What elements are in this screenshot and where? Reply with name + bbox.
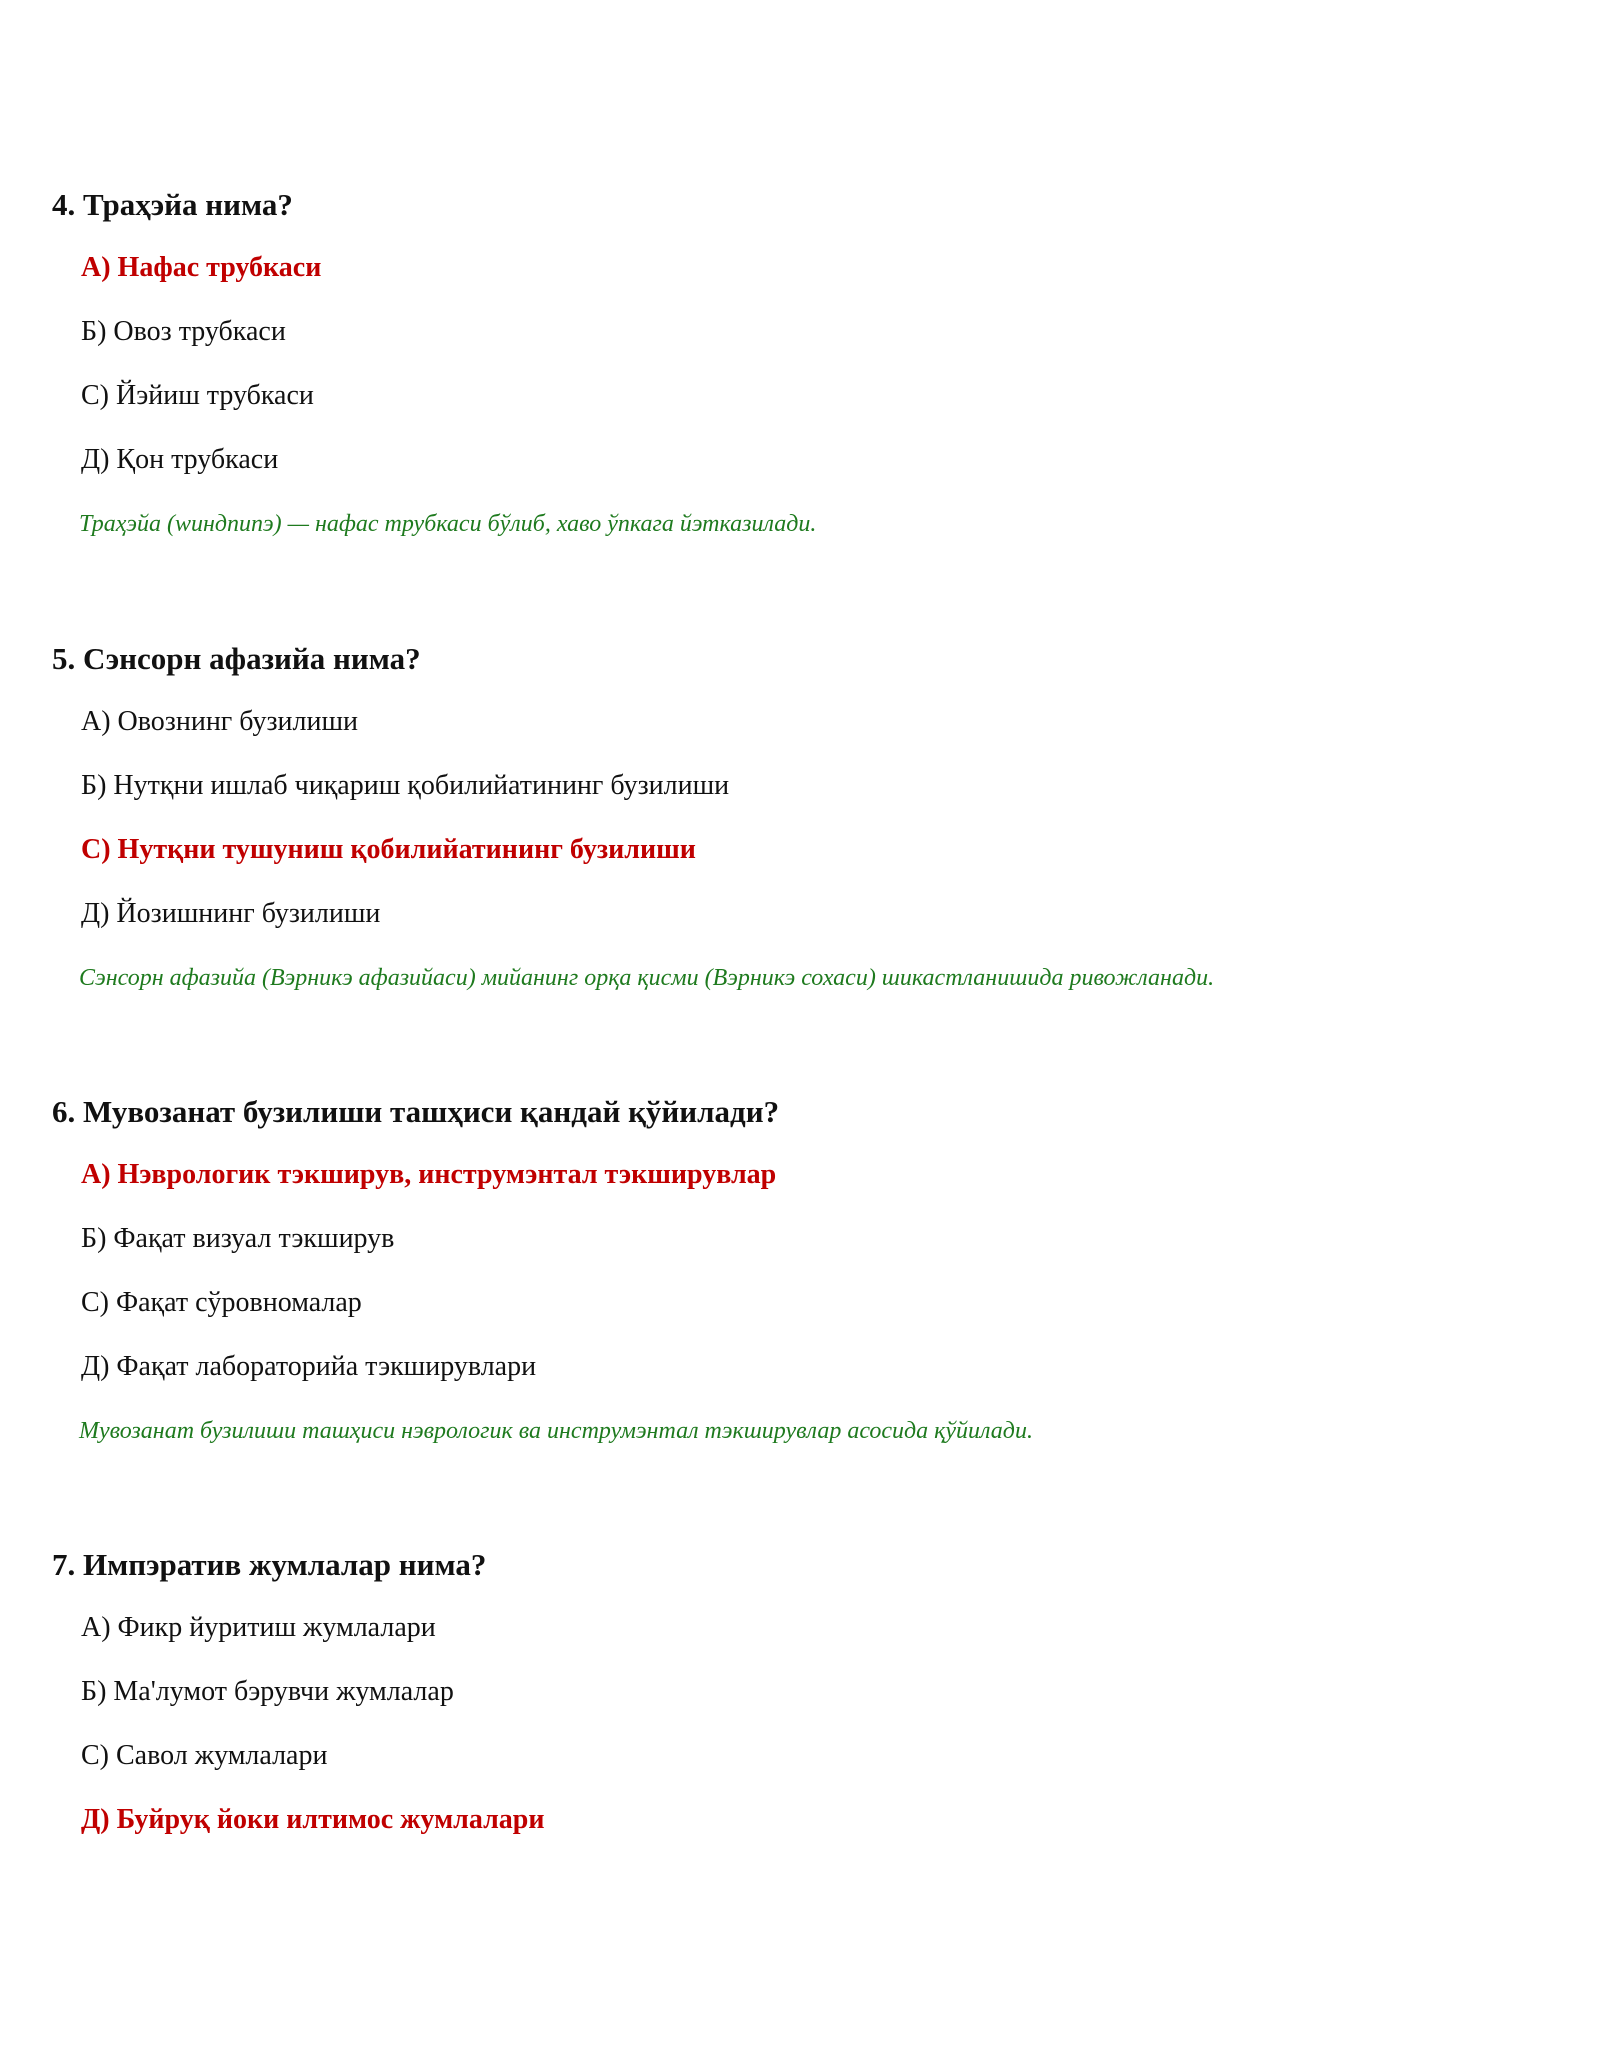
answer-explanation: Траҳэйа (wиндпипэ) — нафас трубкаси бўлиб, хаво ўпкага йэтказилади. [79,511,817,537]
answer-option-a: А) Нэврологик тэкширув, инструмэнтал тэкширувлар [81,1159,777,1190]
answer-option-d: Д) Йозишнинг бузилиши [81,898,381,929]
answer-option-c: С) Фақат сўровномалар [81,1287,362,1318]
answer-explanation: Мувозанат бузилиши ташҳиси нэврологик ва инструмэнтал тэкширувлар асосида қўйилади. [79,1418,1033,1444]
answer-option-a: А) Овознинг бузилиши [81,706,359,737]
question-title: 4. Траҳэйа нима? [52,187,293,222]
question-7 [52,1547,1552,1835]
answer-option-b: Б) Фақат визуал тэкширув [81,1223,395,1254]
answer-option-d: Д) Фақат лабораторийа тэкширувлари [81,1351,537,1382]
answer-option-b: Б) Нутқни ишлаб чиқариш қобилийатининг бузилиши [81,770,730,801]
answer-explanation: Сэнсорн афазийа (Вэрникэ афазийаси) мийанинг орқа қисми (Вэрникэ сохаси) шикастланишида ривожланади. [79,965,1215,991]
question-6 [52,1094,1552,1444]
question-title: 6. Мувозанат бузилиши ташҳиси қандай қўйилади? [52,1094,780,1129]
question-5 [52,641,1552,991]
question-title: 7. Импэратив жумлалар нима? [52,1547,487,1582]
question-4 [52,187,1552,537]
answer-option-c: С) Савол жумлалари [81,1740,328,1771]
answer-option-c: С) Йэйиш трубкаси [81,380,314,411]
answer-option-b: Б) Овоз трубкаси [81,316,286,347]
answer-option-a: А) Нафас трубкаси [81,252,322,283]
answer-option-b: Б) Ма'лумот бэрувчи жумлалар [81,1676,454,1707]
answer-option-a: А) Фикр йуритиш жумлалари [81,1612,436,1643]
answer-option-c: С) Нутқни тушуниш қобилийатининг бузилиши [81,834,696,865]
answer-option-d: Д) Буйруқ йоки илтимос жумлалари [81,1804,545,1835]
question-title: 5. Сэнсорн афазийа нима? [52,641,421,676]
answer-option-d: Д) Қон трубкаси [81,444,279,475]
